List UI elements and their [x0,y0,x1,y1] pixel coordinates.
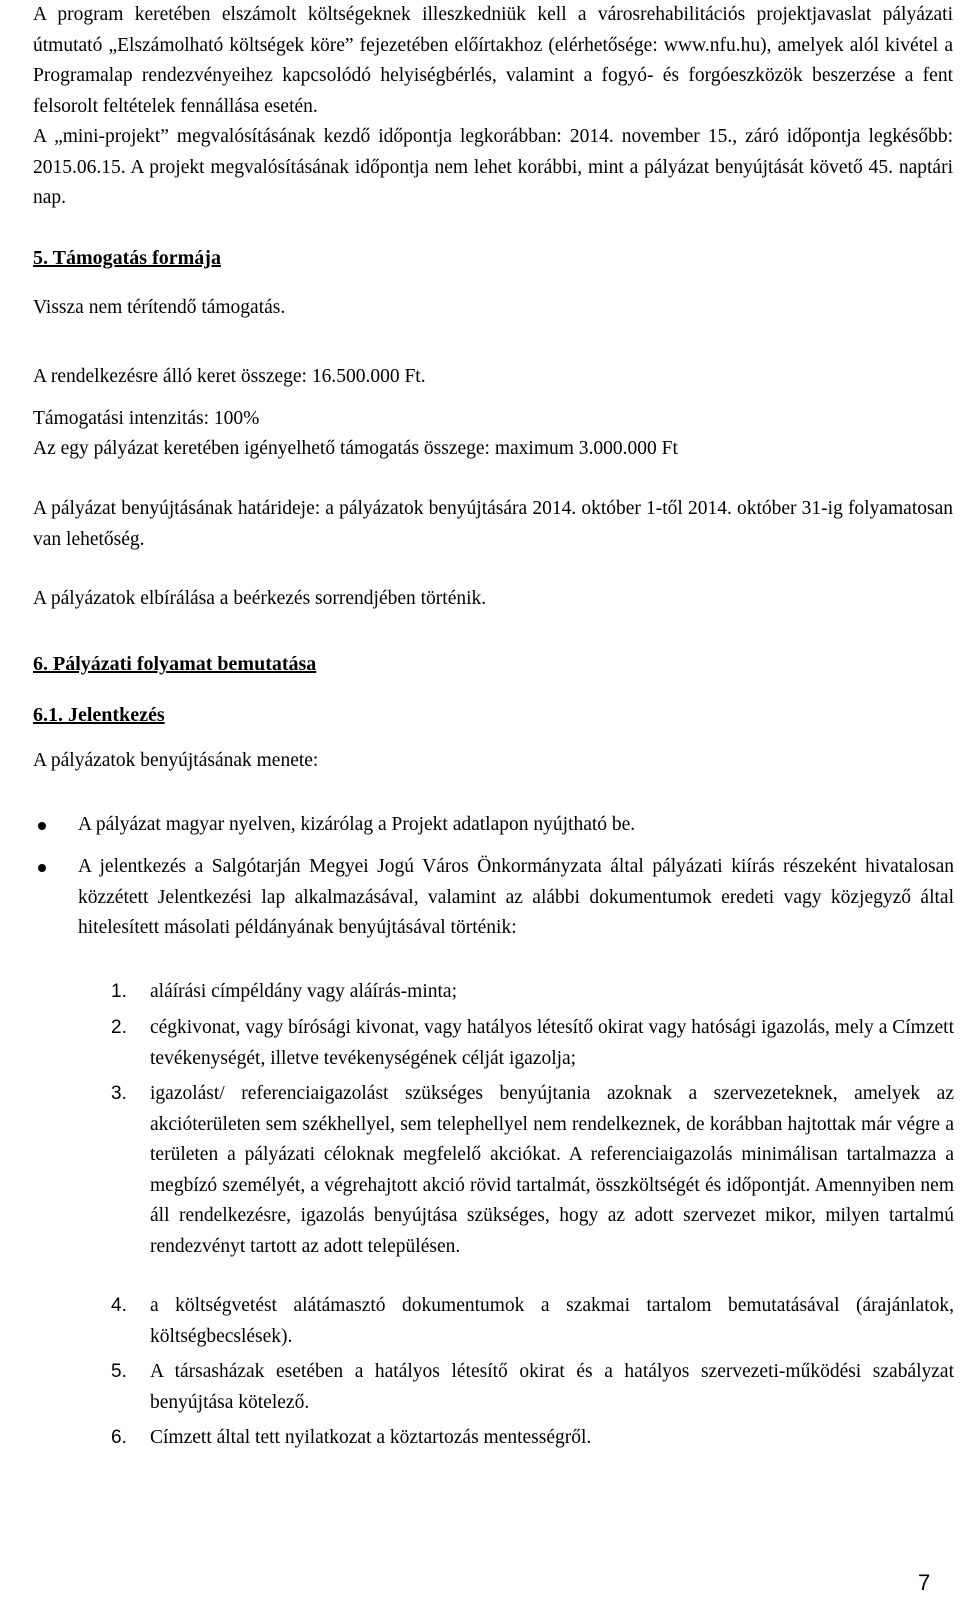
intro-paragraph-eligible-costs: A program keretében elszámolt költségeknek illeszkedniük kell a városrehabilitációs projektjavaslat pályázati útmutató „Elszámolható költségek köre” fejezetében előírtakhoz (elérhetősége: www.nfu.hu), amelyek alól kivétel a Programalap rendezvényeihez kapcsolódó helyiségbérlés, valamint a fogyó- és forgóeszközök beszerzése a fent felsorolt feltételek fennállása esetén. [33,4,953,117]
submission-process-intro: A pályázatok benyújtásának menete: [33,750,319,771]
intro-paragraph-project-dates: A „mini-projekt” megvalósításának kezdő időpontja legkorábban: 2014. november 15., záró időpontja legkésőbb: 2015.06.15. A projekt megvalósításának időpontja nem lehet korábbi, mint a pályázat benyújtását követő 45. naptári nap. [33,126,953,208]
list-item-condominium-documents: A társasházak esetében a hatályos létesítő okirat és a hatályos szervezeti-működési szabályzat benyújtása kötelező. [150,1361,954,1413]
bullet-item-application: A jelentkezés a Salgótarján Megyei Jogú Város Önkormányzata által pályázati kiírás részeként hivatalosan közzétett Jelentkezési lap alkalmazásával, valamint az alábbi dokumentumok eredeti vagy közjegyző által hitelesített másolati példányának benyújtásával történik: [78,856,954,938]
evaluation-text: A pályázatok elbírálása a beérkezés sorrendjében történik. [33,588,487,609]
bullet-dot [38,822,46,830]
section-5-heading: 5. Támogatás formája [33,247,221,269]
list-item-company-extract: cégkivonat, vagy bírósági kivonat, vagy hatályos létesítő okirat vagy hatósági igazolás, mely a Címzett tevékenységét, illetve tevékenységének célját igazolja; [150,1017,954,1069]
list-item-debt-declaration: Címzett által tett nyilatkozat a köztartozás mentességről. [150,1427,592,1448]
section-6-1-heading: 6.1. Jelentkezés [33,704,165,726]
bullet-dot [38,864,46,872]
list-item-signature-sample: aláírási címpéldány vagy aláírás-minta; [150,981,458,1002]
list-number: 1. [111,981,127,1002]
list-item-reference-certificate: igazolást/ referenciaigazolást szükséges benyújtania azoknak a szervezeteknek, amelyek az akcióterületen sem székhellyel, sem telephellyel nem rendelkeznek, de korábban hajtottak már végre a területen a pályázati céloknak megfelelő akciókat. A referenciaigazolás minimálisan tartalmazza a megbízó személyét, a végrehajtott akció rövid tartalmát, összköltségét és időpontját. Amennyiben nem áll rendelkezésre, igazolás benyújtása szükséges, hogy az adott szervezet mikor, milyen tartalmú rendezvényt tartott az adott településen. [150,1083,954,1257]
list-item-budget-documents: a költségvetést alátámasztó dokumentumok a szakmai tartalom bemutatásával (árajánlatok, költségbecslések). [150,1295,954,1347]
max-amount-text: Az egy pályázat keretében igényelhető támogatás összege: maximum 3.000.000 Ft [33,438,678,459]
deadline-text: A pályázat benyújtásának határideje: a pályázatok benyújtására 2014. október 1-től 2014. október 31-ig folyamatosan van lehetőség. [33,498,953,550]
list-number: 3. [111,1083,127,1104]
list-number: 6. [111,1427,127,1448]
list-number: 5. [111,1361,127,1382]
support-form-text: Vissza nem térítendő támogatás. [33,297,286,318]
page-number: 7 [918,1570,931,1595]
section-6-heading: 6. Pályázati folyamat bemutatása [33,653,317,675]
list-number: 4. [111,1295,127,1316]
intensity-text: Támogatási intenzitás: 100% [33,408,260,429]
bullet-item-language: A pályázat magyar nyelven, kizárólag a Projekt adatlapon nyújtható be. [78,814,636,835]
list-number: 2. [111,1017,127,1038]
budget-text: A rendelkezésre álló keret összege: 16.500.000 Ft. [33,366,426,387]
